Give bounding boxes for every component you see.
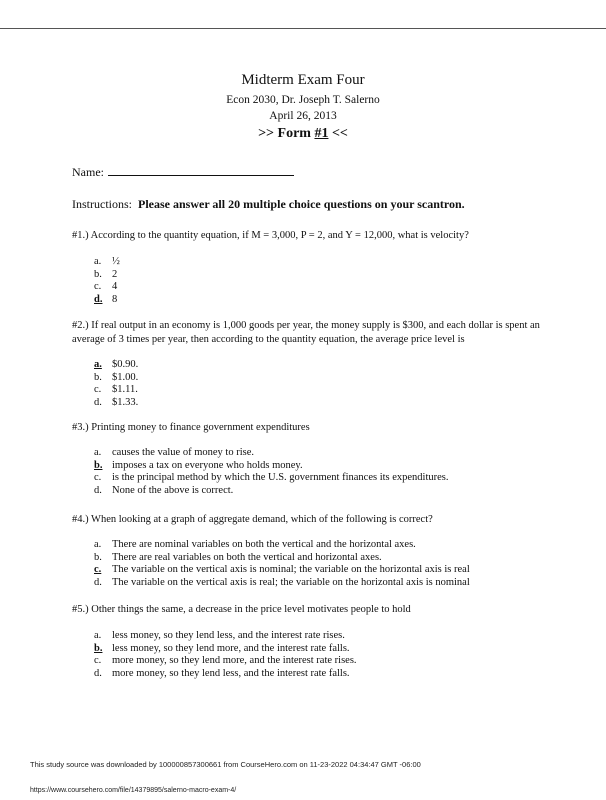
question-stem: #5.) Other things the same, a decrease in the price level motivates people to hold (72, 604, 411, 615)
download-notice: This study source was downloaded by 100000857300661 from CourseHero.com on 11-23-2022 04:34:47 GMT -06:00 (30, 760, 421, 769)
option-text: ½ (112, 256, 120, 267)
source-url: https://www.coursehero.com/file/14379895/salerno-macro-exam-4/ (30, 787, 237, 794)
option-letter: c. (94, 472, 102, 484)
option-text: There are nominal variables on both the vertical and the horizontal axes. (112, 539, 416, 550)
option-letter-answer: b. (94, 642, 103, 654)
option (94, 485, 449, 498)
option-letter: b. (94, 371, 102, 383)
option (94, 655, 357, 668)
option-text: 4 (112, 281, 118, 293)
option (94, 384, 138, 397)
option (94, 269, 120, 282)
form-number-value: #1 (314, 126, 329, 141)
option-letter-answer: c. (94, 564, 102, 576)
option (94, 281, 120, 294)
option (94, 359, 138, 372)
option-text: less money, so they lend more, and the interest rate falls. (112, 642, 350, 654)
top-rule (0, 28, 606, 29)
option-text: more money, so they lend more, and the interest rate rises. (112, 655, 357, 667)
instructions-label: Instructions: (72, 197, 132, 211)
option-text: 2 (112, 268, 118, 280)
form-suffix: << (328, 126, 348, 141)
option (94, 643, 357, 656)
option (94, 294, 120, 307)
option-letter: a. (94, 447, 102, 458)
option-letter-answer: a. (94, 359, 102, 370)
option-text: $1.11. (112, 384, 138, 396)
option-text: more money, so they lend less, and the interest rate falls. (112, 667, 350, 679)
option-letter: c. (94, 655, 102, 667)
option (94, 472, 449, 485)
option-letter: b. (94, 268, 102, 280)
option-text: $1.33. (112, 396, 139, 408)
option-letter: c. (94, 281, 102, 293)
question-stem: #3.) Printing money to finance government expenditures (72, 422, 310, 433)
question-options (94, 539, 470, 589)
instructions-text: Please answer all 20 multiple choice questions on your scantron. (138, 197, 465, 211)
option-text: is the principal method by which the U.S. government finances its expenditures. (112, 472, 449, 484)
option-text: The variable on the vertical axis is nominal; the variable on the horizontal axis is real (112, 564, 470, 576)
option (94, 372, 138, 385)
option-letter-answer: b. (94, 459, 103, 471)
name-blank (108, 164, 294, 176)
option-text: $0.90. (112, 359, 139, 370)
option (94, 630, 357, 643)
option-text: There are real variables on both the vertical and horizontal axes. (112, 551, 382, 563)
option-letter: b. (94, 551, 102, 563)
exam-date: April 26, 2013 (269, 110, 337, 122)
option (94, 447, 449, 460)
name-label: Name: (72, 165, 104, 179)
option-letter: d. (94, 484, 102, 496)
form-prefix: >> Form (258, 126, 315, 141)
option-text: causes the value of money to rise. (112, 447, 254, 458)
option (94, 668, 357, 681)
question-options (94, 447, 449, 497)
option-text: The variable on the vertical axis is real; the variable on the horizontal axis is nominal (112, 576, 470, 588)
question-options (94, 256, 120, 306)
option-text: less money, so they lend less, and the interest rate rises. (112, 630, 345, 641)
option-text: $1.00. (112, 371, 139, 383)
course-line: Econ 2030, Dr. Joseph T. Salerno (226, 94, 380, 106)
question-stem: #1.) According to the quantity equation, if M = 3,000, P = 2, and Y = 12,000, what is velocity? (72, 230, 469, 241)
option-text: imposes a tax on everyone who holds money. (112, 459, 303, 471)
question-stem: #4.) When looking at a graph of aggregate demand, which of the following is correct? (72, 514, 433, 525)
option (94, 577, 470, 590)
option (94, 539, 470, 552)
option-letter: a. (94, 630, 102, 641)
option (94, 397, 138, 410)
option-letter: d. (94, 667, 102, 679)
option-letter: a. (94, 539, 102, 550)
option (94, 460, 449, 473)
option (94, 256, 120, 269)
option-text: 8 (112, 293, 118, 305)
question-options (94, 630, 357, 680)
option-letter: a. (94, 256, 102, 267)
option-letter: d. (94, 396, 102, 408)
option-letter-answer: d. (94, 293, 103, 305)
exam-title: Midterm Exam Four (241, 72, 365, 88)
name-line (72, 164, 294, 180)
instructions (72, 197, 465, 212)
option (94, 564, 470, 577)
option-text: None of the above is correct. (112, 484, 234, 496)
option (94, 552, 470, 565)
form-number (0, 126, 606, 142)
question-options (94, 359, 138, 409)
option-letter: c. (94, 384, 102, 396)
option-letter: d. (94, 576, 102, 588)
question-stem: #2.) If real output in an economy is 1,000 goods per year, the money supply is $300, and each dollar is spent an average of 3 times per year, then according to the quantity equation, the average price level is (72, 320, 540, 345)
